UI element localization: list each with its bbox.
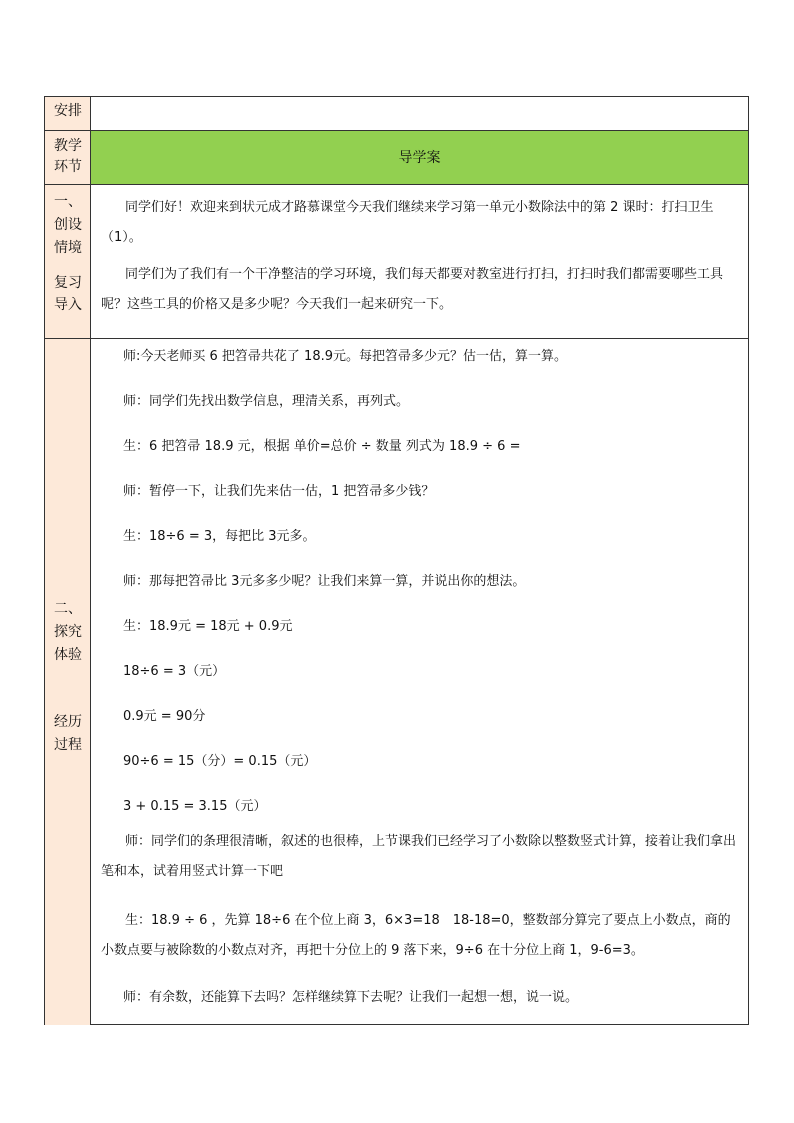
header-title-cell xyxy=(91,131,748,184)
header-title: 导学案 xyxy=(398,150,441,166)
section-2-content-cell xyxy=(91,339,748,1025)
section-1-content-cell xyxy=(91,185,748,338)
section-2-label-a3: 体验 xyxy=(54,647,82,663)
header-label-line-2: 环节 xyxy=(54,159,82,175)
teacher-paragraph: 师：同学们的条理很清晰，叙述的也很棒，上节课我们已经学习了小数除以整数竖式计算，接着让我们拿出笔和本，试着用竖式计算一下吧 xyxy=(101,834,737,879)
section-1-label-b2: 导入 xyxy=(54,297,82,313)
calculation-line: 0.9元 = 90分 xyxy=(123,709,206,724)
table-row-section-2 xyxy=(45,339,748,1025)
section-1-label-a2: 创设 xyxy=(54,217,82,233)
table-header-row xyxy=(45,131,748,185)
section-1-paragraph-1: 同学们好！欢迎来到状元成才路慕课堂今天我们继续来学习第一单元小数除法中的第 2 课时：打扫卫生（1）。 xyxy=(101,200,714,245)
student-paragraph: 生：18.9 ÷ 6 ，先算 18÷6 在个位上商 3，6×3=18 18-18=0，整数部分算完了要点上小数点，商的小数点要与被除数的小数点对齐，再把十分位上的 9 落下来，9÷6 在十分位上商 1，9-6=3。 xyxy=(101,913,731,958)
section-2-label-b2: 过程 xyxy=(54,737,82,753)
section-2-label-a1: 二、 xyxy=(54,601,82,617)
row-label: 安排 xyxy=(54,103,82,119)
row-label-cell xyxy=(45,97,91,130)
section-2-label-a2: 探究 xyxy=(54,624,82,640)
table-row-anpai xyxy=(45,97,748,131)
section-2-label-b1: 经历 xyxy=(54,714,82,730)
lesson-plan-table xyxy=(44,96,749,1025)
section-1-label-b1: 复习 xyxy=(54,275,82,291)
dialogue-line: 生：18.9元 = 18元 + 0.9元 xyxy=(123,619,293,634)
calculation-line: 90÷6 = 15（分）= 0.15（元） xyxy=(123,754,317,769)
dialogue-line: 师：那每把笤帚比 3元多多少呢？让我们来算一算，并说出你的想法。 xyxy=(123,574,526,589)
section-1-label-cell xyxy=(45,185,91,338)
section-2-label-cell xyxy=(45,339,91,1025)
section-1-label-a3: 情境 xyxy=(54,240,82,256)
section-1-paragraph-2: 同学们为了我们有一个干净整洁的学习环境，我们每天都要对教室进行打扫，打扫时我们都需要哪些工具呢？这些工具的价格又是多少呢？今天我们一起来研究一下。 xyxy=(101,267,724,312)
row-content-cell xyxy=(91,97,748,130)
header-label-cell xyxy=(45,131,91,184)
section-1-label-a1: 一、 xyxy=(54,194,82,210)
calculation-line: 3 + 0.15 = 3.15（元） xyxy=(123,799,267,814)
dialogue-line: 师：同学们先找出数学信息，理清关系，再列式。 xyxy=(123,394,410,409)
table-row-section-1 xyxy=(45,185,748,339)
dialogue-line: 师：有余数，还能算下去吗？怎样继续算下去呢？让我们一起想一想，说一说。 xyxy=(123,990,579,1005)
dialogue-line: 师:今天老师买 6 把笤帚共花了 18.9元。每把笤帚多少元？估一估，算一算。 xyxy=(123,349,567,364)
dialogue-line: 师：暂停一下，让我们先来估一估，1 把笤帚多少钱？ xyxy=(123,484,435,499)
calculation-line: 18÷6 = 3（元） xyxy=(123,664,226,679)
dialogue-line: 生：18÷6 = 3，每把比 3元多。 xyxy=(123,529,316,544)
header-label-line-1: 教学 xyxy=(54,138,82,154)
dialogue-line: 生：6 把笤帚 18.9 元，根据 单价=总价 ÷ 数量 列式为 18.9 ÷ 6 = xyxy=(123,439,521,454)
